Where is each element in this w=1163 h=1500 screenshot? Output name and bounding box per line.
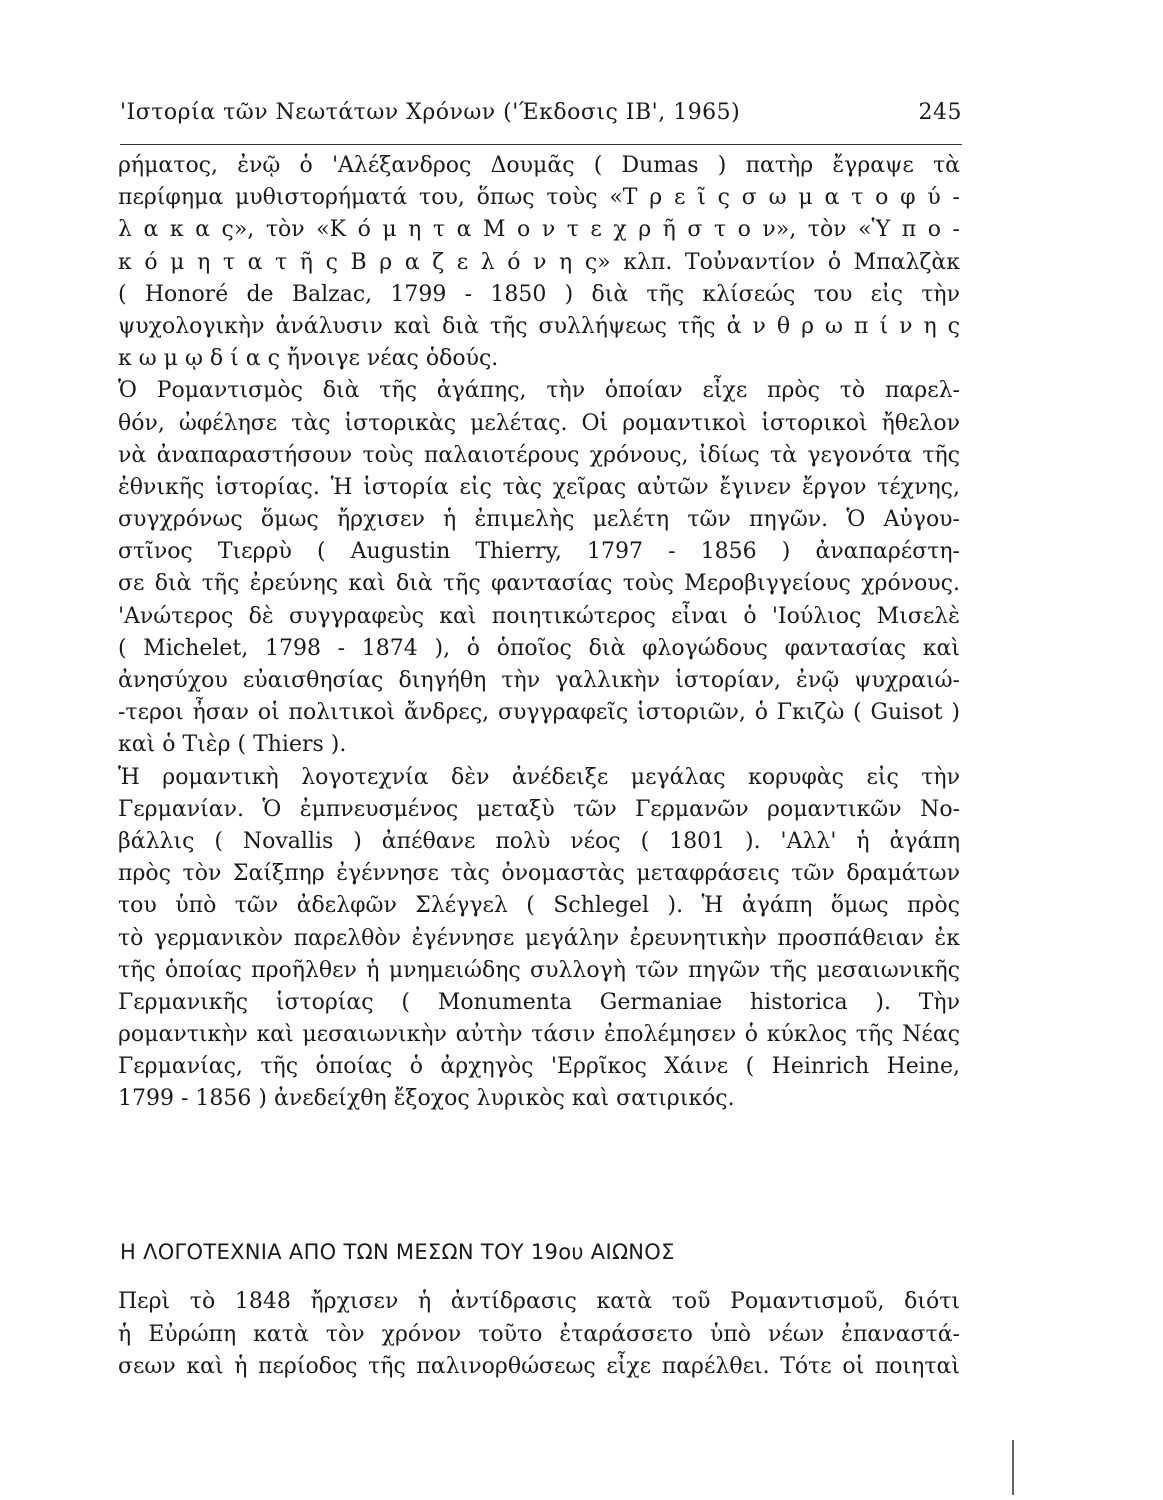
text-line: 1799 - 1856 ) ἀνεδείχθη ἔξοχος λυρικὸς καὶ σατιρικός.: [118, 1086, 735, 1112]
text-line: ρομαντικὴν καὶ μεσαιωνικὴν αὐτὴν τάσιν ἐπολέμησεν ὁ κύκλος τῆς Νέας: [118, 1022, 960, 1048]
text-line: Ὁ Ρομαντισμὸς διὰ τῆς ἀγάπης, τὴν ὁποίαν εἶχε πρὸς τὸ παρελ-: [118, 378, 960, 404]
body-text: [118, 150, 960, 1116]
scan-mark: [1012, 1440, 1014, 1495]
text-line: ρήματος, ἐνῷ ὁ 'Αλέξανδρος Δουμᾶς ( Dumas ) πατὴρ ἔγραψε τὰ: [118, 153, 960, 178]
header-rule: [120, 144, 962, 145]
text-line: καὶ ὁ Τιὲρ ( Thiers ).: [118, 732, 347, 758]
text-line: συγχρόνως ὅμως ἤρχισεν ἡ ἐπιμελὴς μελέτη τῶν πηγῶν. Ὁ Αὐγου-: [118, 507, 960, 533]
text-line: βάλλις ( Novallis ) ἀπέθανε πολὺ νέος ( 1801 ). 'Αλλ' ἡ ἀγάπη: [118, 828, 960, 854]
text-line: νὰ ἀναπαραστήσουν τοὺς παλαιοτέρους χρόνους, ἰδίως τὰ γεγονότα τῆς: [118, 442, 960, 468]
text-line: στῖνος Τιερρὺ ( Augustin Thierry, 1797 - 1856 ) ἀναπαρέστη-: [118, 539, 960, 565]
text-line: τὸ γερμανικὸν παρελθὸν ἐγέννησε μεγάλην ἐρευνητικὴν προσπάθειαν ἐκ: [118, 925, 960, 951]
text-line: του ὑπὸ τῶν ἀδελφῶν Σλέγγελ ( Schlegel ). Ἡ ἀγάπη ὅμως πρὸς: [118, 893, 960, 919]
section-text: [118, 1286, 960, 1384]
text-line: Γερμανίας, τῆς ὁποίας ὁ ἀρχηγὸς 'Ερρῖκος Χάινε ( Heinrich Heine,: [118, 1054, 960, 1080]
text-line: ἐθνικῆς ἱστορίας. Ἡ ἱστορία εἰς τὰς χεῖρας αὐτῶν ἔγινεν ἔργον τέχνης,: [118, 474, 960, 500]
text-line: Περὶ τὸ 1848 ἤρχισεν ἡ ἀντίδρασις κατὰ τοῦ Ρομαντισμοῦ, διότι: [118, 1289, 960, 1314]
text-line: Γερμανίαν. Ὁ ἐμπνευσμένος μεταξὺ τῶν Γερμανῶν ρομαντικῶν Νο-: [118, 796, 960, 822]
section-heading: Η ΛΟΓΟΤΕΧΝΙΑ ΑΠΟ ΤΩΝ ΜΕΣΩΝ ΤΟΥ 19ου ΑΙΩΝΟΣ: [120, 1240, 675, 1264]
text-line: σε διὰ τῆς ἐρεύνης καὶ διὰ τῆς φαντασίας τοὺς Μεροβιγγείους χρόνους.: [118, 571, 960, 597]
text-line: ἡ Εὐρώπη κατὰ τὸν χρόνον τοῦτο ἐταράσσετο ὑπὸ νέων ἐπαναστά-: [118, 1321, 960, 1347]
text-line: θόν, ὠφέλησε τὰς ἱστορικὰς μελέτας. Οἱ ρομαντικοὶ ἱστορικοὶ ἤθελον: [118, 410, 960, 436]
text-line: πρὸς τὸν Σαίξπηρ ἐγέννησε τὰς ὀνομαστὰς μεταφράσεις τῶν δραμάτων: [118, 861, 960, 887]
text-line: ( Michelet, 1798 - 1874 ), ὁ ὁποῖος διὰ φλογώδους φαντασίας καὶ: [118, 635, 960, 661]
running-header: [120, 100, 962, 125]
text-line: ψυχολογικὴν ἀνάλυσιν καὶ διὰ τῆς συλλήψεως τῆς ἀ ν θ ρ ω π ί ν η ς: [118, 313, 960, 339]
text-line: -τεροι ἦσαν οἱ πολιτικοὶ ἄνδρες, συγγραφεῖς ἱστοριῶν, ὁ Γκιζὼ ( Guisot ): [118, 700, 960, 726]
text-line: Ἡ ρομαντικὴ λογοτεχνία δὲν ἀνέδειξε μεγάλας κορυφὰς εἰς τὴν: [118, 764, 960, 790]
text-line: τῆς ὁποίας προῆλθεν ἡ μνημειώδης συλλογὴ τῶν πηγῶν τῆς μεσαιωνικῆς: [118, 957, 960, 983]
text-line: Γερμανικῆς ἱστορίας ( Monumenta Germaniae historica ). Τὴν: [118, 989, 960, 1015]
text-line: περίφημα μυθιστορήματά του, ὅπως τοὺς «Τ ρ ε ῖ ς σ ω μ α τ ο φ ύ -: [118, 185, 960, 211]
page-number: 245: [918, 100, 962, 125]
book-title: 'Ιστορία τῶν Νεωτάτων Χρόνων ('Έκδοσις ΙΒ', 1965): [120, 100, 741, 125]
text-line: κ ω μ ῳ δ ί α ς ἤνοιγε νέας ὁδούς.: [118, 346, 499, 372]
text-line: κ ό μ η τ α τ ῆ ς Β ρ α ζ ε λ ό ν η ς» κλπ. Τοὐναντίον ὁ Μπαλζὰκ: [118, 249, 960, 275]
text-line: σεων καὶ ἡ περίοδος τῆς παλινορθώσεως εἶχε παρέλθει. Τότε οἱ ποιηταὶ: [118, 1354, 960, 1379]
text-line: λ α κ α ς», τὸν «Κ ό μ η τ α Μ ο ν τ ε χ ρ ῆ σ τ ο ν», τὸν «Ὑ π ο -: [118, 217, 960, 243]
text-line: ἀνησύχου εὐαισθησίας διηγήθη τὴν γαλλικὴν ἱστορίαν, ἐνῷ ψυχραιώ-: [118, 668, 960, 693]
text-line: ( Honoré de Balzac, 1799 - 1850 ) διὰ τῆς κλίσεώς του εἰς τὴν: [118, 281, 960, 307]
text-line: 'Ανώτερος δὲ συγγραφεὺς καὶ ποιητικώτερος εἶναι ὁ 'Ιούλιος Μισελὲ: [118, 603, 960, 629]
